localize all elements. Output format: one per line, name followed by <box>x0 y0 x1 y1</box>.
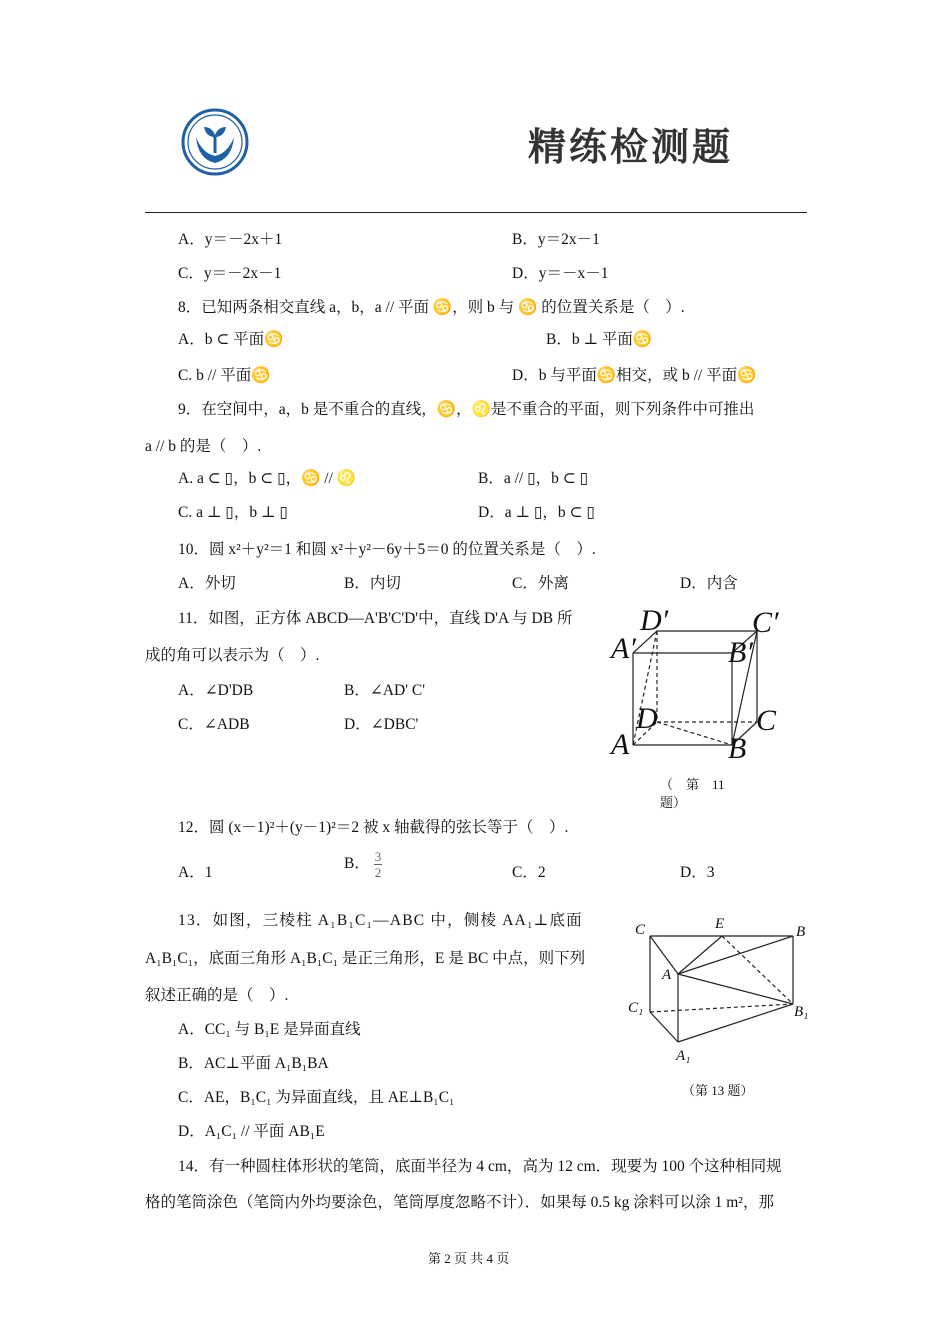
q11-label-b-prime: B′ <box>728 636 753 669</box>
header-divider <box>145 212 807 213</box>
q7-option-a: A．y＝－2x＋1 <box>178 231 283 248</box>
q11-label-d-prime: D′ <box>640 604 669 637</box>
q8-option-d: D．b 与平面♋相交，或 b // 平面♋ <box>512 367 757 384</box>
q9-option-c: C. a ⊥ ▯，b ⊥ ▯ <box>178 504 288 521</box>
q11-stem-line1: 11．如图，正方体 ABCD—A'B'C'D'中，直线 D'A 与 DB 所 <box>178 610 573 627</box>
q13-label-e: E <box>715 916 725 932</box>
q13-option-a: A．CC₁ 与 B₁E 是异面直线 <box>178 1021 361 1038</box>
q7-option-c: C．y＝－2x－1 <box>178 265 282 282</box>
page-title: 精练检测题 <box>528 125 734 169</box>
q13-option-d: D．A₁C₁ // 平面 AB₁E <box>178 1123 325 1140</box>
q13-label-c1: C₁ <box>628 1000 644 1016</box>
q9-option-a: A. a ⊂ ▯，b ⊂ ▯，♋ // ♌ <box>178 470 357 487</box>
q10-option-d: D．内含 <box>680 575 738 592</box>
q13-label-b1: B₁ <box>794 1004 809 1020</box>
q13-option-c: C．AE，B₁C₁ 为异面直线，且 AE⊥B₁C₁ <box>178 1089 455 1106</box>
q14-stem-line1: 14．有一种圆柱体形状的笔筒，底面半径为 4 cm，高为 12 cm．现要为 100 个这种相同规 <box>178 1158 782 1175</box>
q13-option-b: B．AC⊥平面 A₁B₁BA <box>178 1055 329 1072</box>
q10-stem: 10．圆 x²＋y²＝1 和圆 x²＋y²－6y＋5＝0 的位置关系是（ ）. <box>178 541 596 558</box>
q8-option-a: A．b ⊂ 平面♋ <box>178 331 284 348</box>
q8-option-b: B．b ⊥ 平面♋ <box>546 331 653 348</box>
q9-stem-line1: 9．在空间中，a，b 是不重合的直线，♋，♌是不重合的平面，则下列条件中可推出 <box>178 401 755 418</box>
q12-option-b <box>344 849 382 880</box>
q13-stem-line2: A₁B₁C₁，底面三角形 A₁B₁C₁ 是正三角形，E 是 BC 中点，则下列 <box>145 950 586 967</box>
q12-option-d: D．3 <box>680 864 715 881</box>
q11-label-a: A <box>611 728 630 761</box>
q14-stem-line2: 格的笔筒涂色（笔筒内外均要涂色，笔筒厚度忽略不计）．如果每 0.5 kg 涂料可以涂 1 m²，那 <box>145 1194 774 1211</box>
q13-figure-caption: （第 13 题） <box>682 1083 754 1098</box>
q11-label-b: B <box>728 732 747 765</box>
q11-label-d: D <box>636 702 658 735</box>
q13-label-a1: A₁ <box>676 1048 691 1064</box>
q13-label-b: B <box>796 924 806 940</box>
q13-prism-figure <box>625 918 810 1058</box>
q11-figure-caption-line1: （ 第 11 <box>660 777 725 792</box>
page-footer: 第 2 页 共 4 页 <box>428 1251 510 1266</box>
q12-option-b-label: B． <box>344 855 370 873</box>
q10-option-c: C．外离 <box>512 575 569 592</box>
q13-label-a: A <box>662 967 672 983</box>
q8-stem: 8．已知两条相交直线 a，b，a // 平面 ♋，则 b 与 ♋ 的位置关系是（ ）. <box>178 299 685 316</box>
q10-option-b: B．内切 <box>344 575 401 592</box>
q7-option-d: D．y＝－x－1 <box>512 265 609 282</box>
fraction-denominator: 2 <box>374 865 382 880</box>
fraction-numerator: 3 <box>374 849 382 864</box>
q11-option-b: B．∠AD' C' <box>344 682 426 699</box>
q12-stem: 12．圆 (x－1)²＋(y－1)²＝2 被 x 轴截得的弦长等于（ ）. <box>178 819 569 836</box>
q11-option-c: C．∠ADB <box>178 716 250 733</box>
q9-stem-line2: a // b 的是（ ）. <box>145 438 262 455</box>
logo-emblem-icon <box>180 107 250 177</box>
q11-label-a-prime: A′ <box>611 632 636 665</box>
q13-stem-line3: 叙述正确的是（ ）. <box>145 987 289 1004</box>
q11-stem-line2: 成的角可以表示为（ ）. <box>145 647 320 664</box>
q13-label-c: C <box>635 922 646 938</box>
q11-label-c-prime: C′ <box>752 606 779 639</box>
q12-option-c: C．2 <box>512 864 546 881</box>
q9-option-b: B．a // ▯，b ⊂ ▯ <box>478 470 589 487</box>
q11-label-c: C <box>756 704 777 737</box>
q11-option-d: D．∠DBC' <box>344 716 419 733</box>
q8-option-c: C. b // 平面♋ <box>178 367 271 384</box>
logo <box>180 107 250 177</box>
q11-figure-caption-line2: 题） <box>660 795 687 810</box>
q13-stem-line1: 13．如图，三棱柱 A₁B₁C₁—ABC 中，侧棱 AA₁⊥底面 <box>178 912 583 929</box>
q12-option-a: A．1 <box>178 864 213 881</box>
q7-option-b: B．y＝2x－1 <box>512 231 600 248</box>
q11-option-a: A．∠D'DB <box>178 682 254 699</box>
q9-option-d: D．a ⊥ ▯，b ⊂ ▯ <box>478 504 595 521</box>
q12-option-b-fraction <box>374 849 383 880</box>
q10-option-a: A．外切 <box>178 575 236 592</box>
